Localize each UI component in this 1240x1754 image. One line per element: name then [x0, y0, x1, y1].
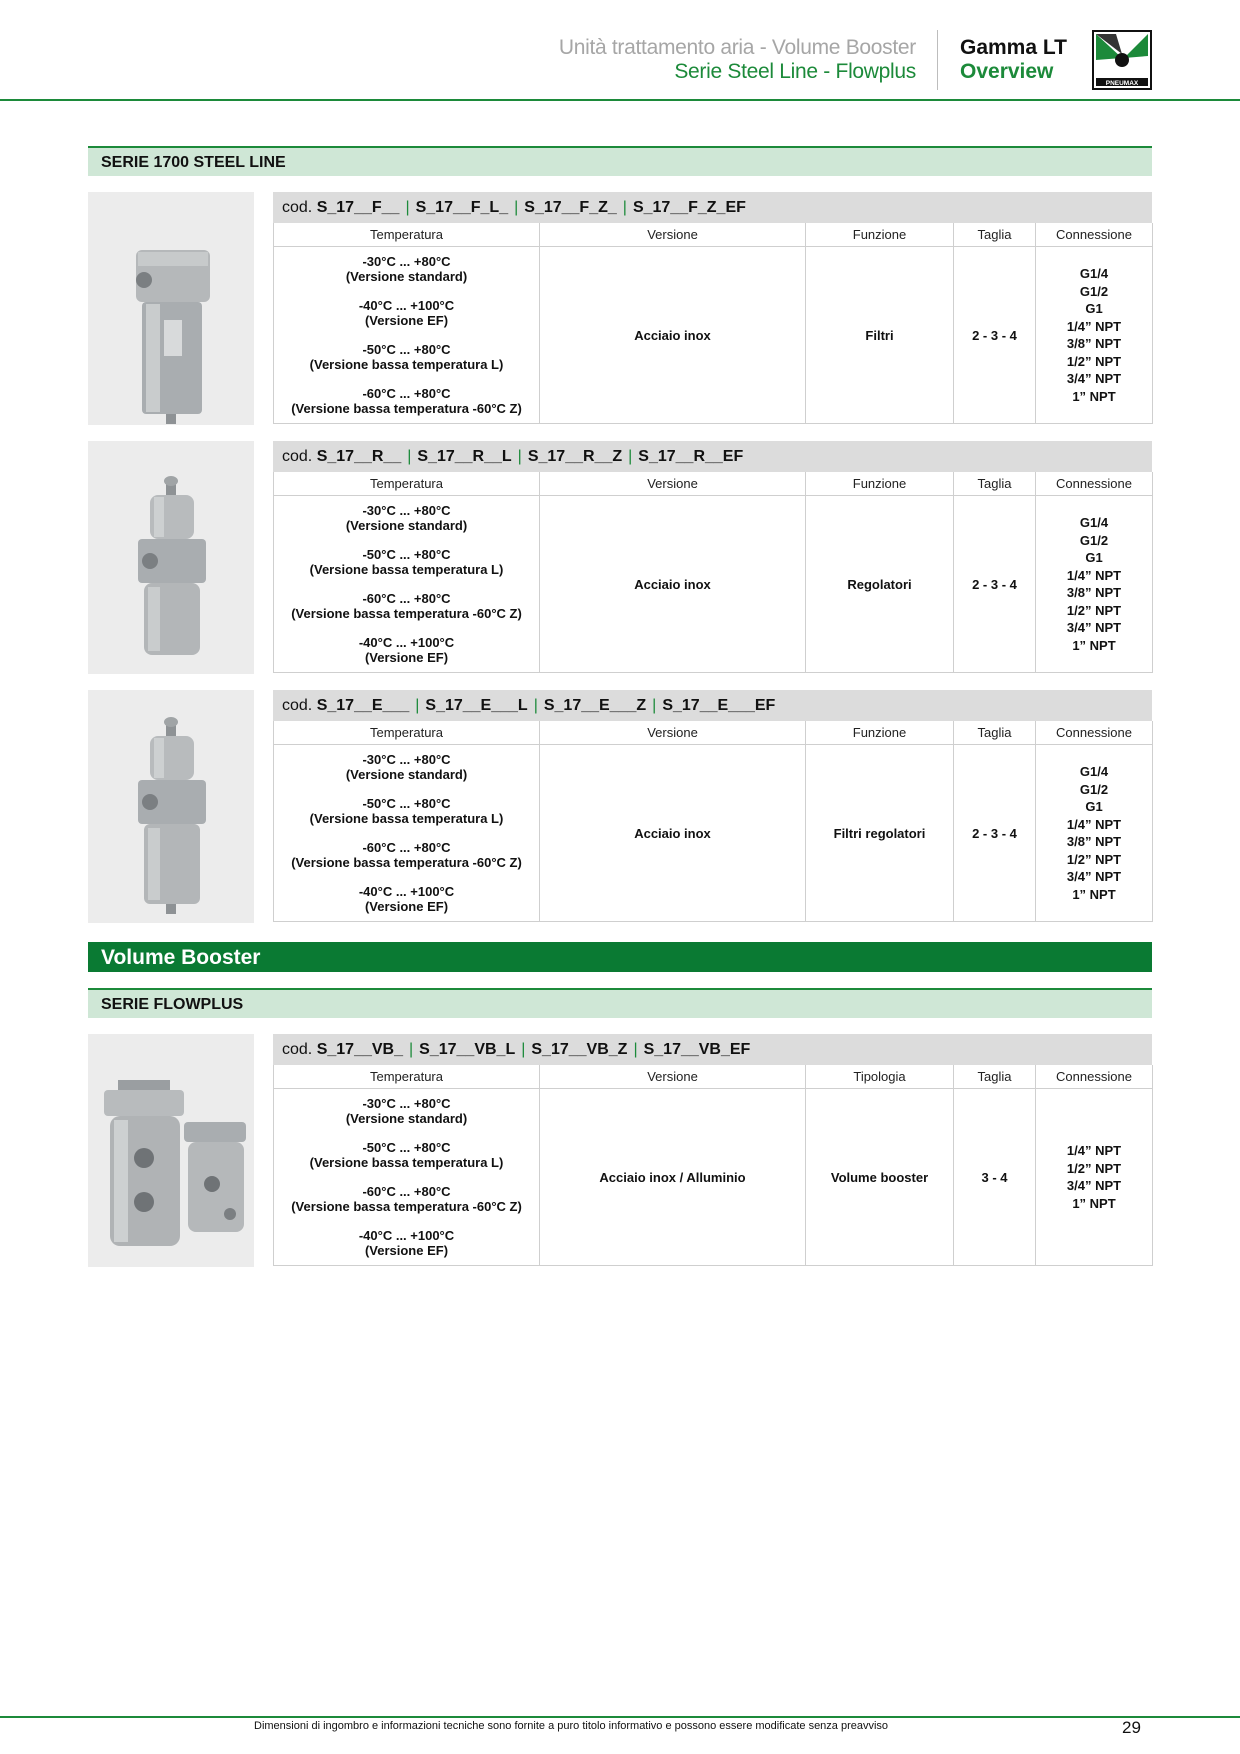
product-card-regulator: [273, 441, 1152, 673]
col-versione: Versione: [540, 721, 806, 745]
temperature-cell: [274, 496, 540, 673]
code-bar: cod. S_17__R__ | S_17__R__L | S_17__R__Z | S_17__R__EF: [273, 441, 1152, 472]
connection: 1” NPT: [1072, 637, 1116, 653]
connection: 1/4” NPT: [1066, 1143, 1122, 1158]
temp-range: -30°C ... +80°C: [362, 1096, 451, 1111]
code-4: S_17__F_Z_EF: [632, 199, 746, 216]
temp-range: -60°C ... +80°C: [362, 591, 451, 606]
product-photo-filter: [88, 192, 254, 425]
connessione-cell: [1036, 745, 1153, 922]
connection: 3/8” NPT: [1066, 585, 1122, 600]
header-subtitle: [559, 36, 916, 84]
connection: 1/2” NPT: [1066, 1160, 1122, 1176]
col-temperatura: Temperatura: [274, 472, 540, 496]
temperature-cell: [274, 745, 540, 922]
tipologia-cell: Volume booster: [806, 1089, 954, 1266]
connection: G1/4: [1079, 515, 1109, 530]
connection: 1/2” NPT: [1066, 851, 1122, 867]
connection: 3/4” NPT: [1066, 1178, 1122, 1193]
col-taglia: Taglia: [954, 1065, 1036, 1089]
temp-range: -60°C ... +80°C: [362, 840, 451, 855]
section-title: SERIE FLOWPLUS: [101, 996, 244, 1013]
temp-note: (Versione standard): [345, 518, 468, 533]
connection: 3/4” NPT: [1066, 371, 1122, 386]
code-4: S_17__VB_EF: [643, 1041, 751, 1058]
header-line-1: Unità trattamento aria - Volume Booster: [558, 36, 916, 59]
funzione-cell: Regolatori: [806, 496, 954, 673]
temp-range: -50°C ... +80°C: [362, 796, 451, 811]
code-bar: cod. S_17__VB_ | S_17__VB_L | S_17__VB_Z | S_17__VB_EF: [273, 1034, 1152, 1065]
temp-note: (Versione bassa temperatura L): [309, 562, 504, 577]
cod-prefix: cod.: [282, 199, 313, 216]
product-card-filter: [273, 192, 1152, 424]
page-number: 29: [1122, 1718, 1141, 1737]
temp-range: -30°C ... +80°C: [362, 254, 451, 269]
spec-table: [273, 1065, 1153, 1266]
cod-prefix: cod.: [282, 697, 313, 714]
temp-range: -30°C ... +80°C: [362, 752, 451, 767]
code-bar: cod. S_17__E___ | S_17__E___L | S_17__E___Z | S_17__E___EF: [273, 690, 1152, 721]
connection: 3/4” NPT: [1066, 869, 1122, 884]
col-connessione: Connessione: [1036, 721, 1153, 745]
col-taglia: Taglia: [954, 472, 1036, 496]
temp-range: -60°C ... +80°C: [362, 386, 451, 401]
temp-range: -50°C ... +80°C: [362, 547, 451, 562]
temp-note: (Versione bassa temperatura -60°C Z): [291, 855, 522, 870]
funzione-cell: Filtri: [806, 247, 954, 424]
overview-title: Overview: [960, 60, 1054, 83]
connection: 1” NPT: [1072, 886, 1116, 902]
section-title: SERIE 1700 STEEL LINE: [101, 154, 286, 171]
col-taglia: Taglia: [954, 223, 1036, 247]
section-title: Volume Booster: [101, 946, 261, 969]
gamma-title: Gamma LT: [960, 36, 1067, 59]
connessione-cell: [1036, 1089, 1153, 1266]
product-photo-filter-regulator: [88, 690, 254, 923]
code-2: S_17__E___L: [425, 697, 528, 714]
versione-cell: Acciaio inox: [540, 745, 806, 922]
col-temperatura: Temperatura: [274, 721, 540, 745]
temp-note: (Versione bassa temperatura -60°C Z): [291, 1199, 522, 1214]
connection: G1: [1085, 550, 1103, 565]
section-serie-1700: [88, 146, 1152, 176]
temp-range: -60°C ... +80°C: [362, 1184, 451, 1199]
col-taglia: Taglia: [954, 721, 1036, 745]
versione-cell: Acciaio inox / Alluminio: [540, 1089, 806, 1266]
header-brand: [960, 36, 1067, 84]
temp-note: (Versione bassa temperatura L): [309, 357, 504, 372]
connection: 1/2” NPT: [1066, 602, 1122, 618]
connection: 1” NPT: [1072, 388, 1116, 404]
code-1: S_17__VB_: [316, 1041, 403, 1058]
code-bar: cod. S_17__F__ | S_17__F_L_ | S_17__F_Z_ | S_17__F_Z_EF: [273, 192, 1152, 223]
temp-note: (Versione standard): [345, 767, 468, 782]
taglia-cell: 3 - 4: [954, 1089, 1036, 1266]
section-volume-booster: [88, 942, 1152, 972]
spec-table: [273, 721, 1153, 922]
header-rule: [0, 99, 1240, 101]
connection: 3/8” NPT: [1066, 336, 1122, 351]
temp-range: -50°C ... +80°C: [362, 1140, 451, 1155]
col-tipologia: Tipologia: [806, 1065, 954, 1089]
col-funzione: Funzione: [806, 223, 954, 247]
pneumax-logo-icon: [1092, 30, 1152, 90]
versione-cell: Acciaio inox: [540, 247, 806, 424]
col-connessione: Connessione: [1036, 1065, 1153, 1089]
col-versione: Versione: [540, 472, 806, 496]
temp-note: (Versione bassa temperatura -60°C Z): [291, 401, 522, 416]
versione-cell: Acciaio inox: [540, 496, 806, 673]
temp-note: (Versione bassa temperatura L): [309, 811, 504, 826]
code-3: S_17__F_Z_: [524, 199, 617, 216]
temp-note: (Versione bassa temperatura L): [309, 1155, 504, 1170]
logo-text: PNEUMAX: [1105, 80, 1139, 87]
footer-disclaimer: Dimensioni di ingombro e informazioni tecniche sono fornite a puro titolo informativo e possono essere modificate senza preavviso: [254, 1720, 889, 1732]
code-2: S_17__VB_L: [419, 1041, 516, 1058]
connection: G1: [1085, 799, 1103, 814]
code-2: S_17__R__L: [417, 448, 512, 465]
connessione-cell: [1036, 496, 1153, 673]
product-card-volume-booster: [273, 1034, 1152, 1266]
connection: G1/2: [1079, 532, 1109, 548]
temp-note: (Versione EF): [364, 650, 449, 665]
temp-range: -30°C ... +80°C: [362, 503, 451, 518]
col-versione: Versione: [540, 1065, 806, 1089]
connection: G1: [1085, 301, 1103, 316]
temperature-cell: [274, 247, 540, 424]
code-1: S_17__F__: [316, 199, 400, 216]
spec-table: [273, 223, 1153, 424]
temp-range: -50°C ... +80°C: [362, 342, 451, 357]
temp-range: -40°C ... +100°C: [358, 1228, 455, 1243]
connessione-cell: [1036, 247, 1153, 424]
code-3: S_17__VB_Z: [531, 1041, 628, 1058]
temp-note: (Versione EF): [364, 1243, 449, 1258]
product-photo-volume-booster: [88, 1034, 254, 1267]
funzione-cell: Filtri regolatori: [806, 745, 954, 922]
col-temperatura: Temperatura: [274, 223, 540, 247]
connection: 1” NPT: [1072, 1195, 1116, 1211]
temp-range: -40°C ... +100°C: [358, 884, 455, 899]
connection: G1/4: [1079, 266, 1109, 281]
col-temperatura: Temperatura: [274, 1065, 540, 1089]
code-2: S_17__F_L_: [415, 199, 509, 216]
connection: 1/4” NPT: [1066, 816, 1122, 832]
product-card-filter-regulator: [273, 690, 1152, 922]
temp-range: -40°C ... +100°C: [358, 298, 455, 313]
code-4: S_17__E___EF: [662, 697, 776, 714]
header-line-2: Serie Steel Line - Flowplus: [674, 60, 916, 83]
taglia-cell: 2 - 3 - 4: [954, 745, 1036, 922]
col-funzione: Funzione: [806, 472, 954, 496]
footer-rule: [0, 1716, 1240, 1718]
temp-note: (Versione bassa temperatura -60°C Z): [291, 606, 522, 621]
connection: 3/4” NPT: [1066, 620, 1122, 635]
code-4: S_17__R__EF: [638, 448, 744, 465]
temp-range: -40°C ... +100°C: [358, 635, 455, 650]
header-divider: [937, 30, 938, 90]
connection: G1/4: [1079, 764, 1109, 779]
connection: 1/2” NPT: [1066, 353, 1122, 369]
spec-table: [273, 472, 1153, 673]
temp-note: (Versione standard): [345, 269, 468, 284]
connection: 1/4” NPT: [1066, 318, 1122, 334]
code-3: S_17__R__Z: [527, 448, 623, 465]
product-photo-regulator: [88, 441, 254, 674]
temp-note: (Versione EF): [364, 899, 449, 914]
connection: 3/8” NPT: [1066, 834, 1122, 849]
col-connessione: Connessione: [1036, 223, 1153, 247]
taglia-cell: 2 - 3 - 4: [954, 247, 1036, 424]
col-connessione: Connessione: [1036, 472, 1153, 496]
temperature-cell: [274, 1089, 540, 1266]
temp-note: (Versione EF): [364, 313, 449, 328]
taglia-cell: 2 - 3 - 4: [954, 496, 1036, 673]
connection: G1/2: [1079, 781, 1109, 797]
code-1: S_17__R__: [316, 448, 402, 465]
cod-prefix: cod.: [282, 448, 313, 465]
section-serie-flowplus: [88, 988, 1152, 1018]
cod-prefix: cod.: [282, 1041, 313, 1058]
connection: 1/4” NPT: [1066, 567, 1122, 583]
code-1: S_17__E___: [316, 697, 410, 714]
col-versione: Versione: [540, 223, 806, 247]
connection: G1/2: [1079, 283, 1109, 299]
col-funzione: Funzione: [806, 721, 954, 745]
code-3: S_17__E___Z: [543, 697, 647, 714]
temp-note: (Versione standard): [345, 1111, 468, 1126]
